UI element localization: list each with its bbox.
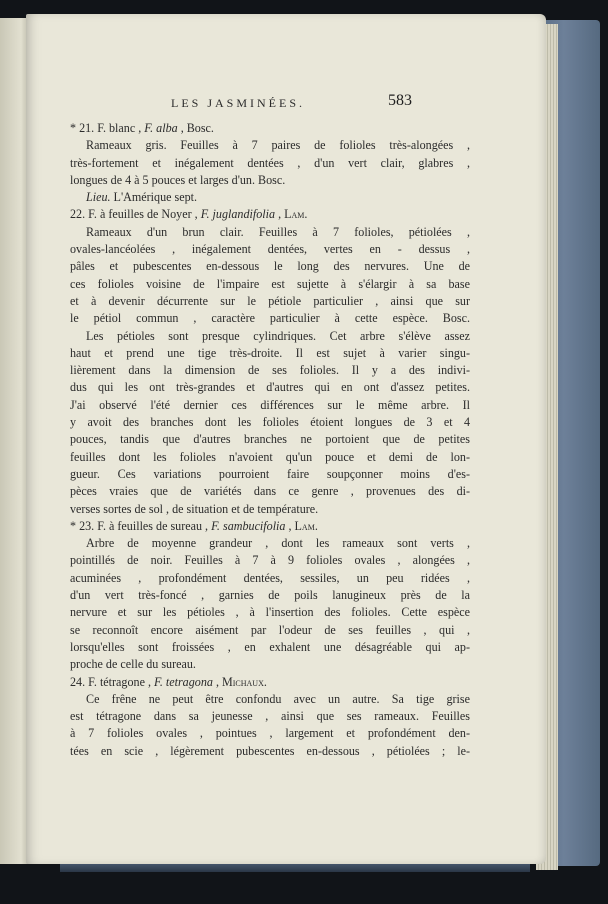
text-line: pèces vraies que de variétés dans ce genre , provenues des di- [70,484,470,499]
text-line: se reconnoît encore aisément par l'odeur de ses feuilles , qui , [70,622,470,637]
text-line: Les pétioles sont presque cylindriques. Cet arbre s'élève assez [86,328,470,343]
text-line: proche de celle du sureau. [70,657,196,672]
text-line: pointillés de noir. Feuilles à 7 à 9 folioles ovales , alongées , [70,553,470,568]
text-line: gueur. Ces variations pourroient faire soupçonner moins d'es- [70,466,470,481]
text-line: Lieu. L'Amérique sept. [86,190,198,205]
text-line: Ce frêne ne peut être confondu avec un autre. Sa tige grise [86,691,470,706]
text-line: à 7 folioles ovales , pointues , largement et profondément den- [70,726,470,741]
text-line: dus qui les ont très-grandes et d'autres qui en ont d'assez petites. [70,380,470,395]
text-line: y avoit des branches dont les folioles étoient longues de 3 et 4 [70,415,470,430]
text-line: ovales-lancéolées , inégalement dentées, vertes en - dessus , [70,242,470,257]
text-line: tées en scie , légèrement pubescentes en-dessous , pétiolées ; le- [70,743,470,758]
body-text [70,120,470,760]
text-line: d'un vert très-foncé , garnies de poils lanugineux près de la [70,588,470,603]
text-line: * 23. F. à feuilles de sureau , F. sambucifolia , Lam. [70,518,318,533]
text-line: Arbre de moyenne grandeur , dont les rameaux sont verts , [86,536,470,551]
text-line: lièrement dans la dimension de ses folioles. Il y a des indivi- [70,363,470,378]
text-line: haut et prend une tige très-droite. Il est sujet à varier singu- [70,345,470,360]
text-line: * 21. F. blanc , F. alba , Bosc. [70,121,214,135]
text-line: lorsqu'elles sont froissées , en exhalent une désagréable qui ap- [70,639,470,654]
text-line: verses sortes de sol , de situation et de température. [70,501,319,516]
text-line: est tétragone dans sa jeunesse , ainsi que ses rameaux. Feuilles [70,709,470,724]
text-line: nervure et sur les pétioles , à l'insertion des folioles. Cette espèce [70,605,470,620]
text-line: le pétiol commun , caractère particulier à cette espèce. Bosc. [70,311,470,326]
text-line: pouces, tandis que d'autres branches ne portoient que de petites [70,432,470,447]
text-line: ces folioles voisine de l'impaire est sujette à s'élargir à sa base [70,276,470,291]
text-line: feuilles dont les folioles n'avoient qu'un pouce et demi de lon- [70,449,470,464]
book-page [26,14,546,864]
text-line: acuminées , profondément dentées, sessiles, un peu ridées , [70,570,470,585]
text-line: et à devenir décurrente sur le pétiole particulier , ainsi que sur [70,293,470,308]
page-number: 583 [388,92,412,109]
text-line: longues de 4 à 5 pouces et larges d'un. Bosc. [70,172,286,187]
text-line: Rameaux gris. Feuilles à 7 paires de folioles très-alongées , [86,138,470,153]
text-line: 24. F. tétragone , F. tetragona , Michaux. [70,674,267,689]
text-line: Rameaux d'un brun clair. Feuilles à 7 folioles, pétiolées , [86,224,470,239]
text-line: pâles et pubescentes en-dessous le long des nervures. Une de [70,259,470,274]
text-line: J'ai observé l'été dernier ces différences sur le même arbre. Il [70,397,470,412]
page-header [26,92,546,120]
text-line: très-fortement et inégalement dentées , d'un vert clair, glabres , [70,155,470,170]
text-line: 22. F. à feuilles de Noyer , F. juglandifolia , Lam. [70,207,308,222]
running-title: LES JASMINÉES. [171,96,306,110]
